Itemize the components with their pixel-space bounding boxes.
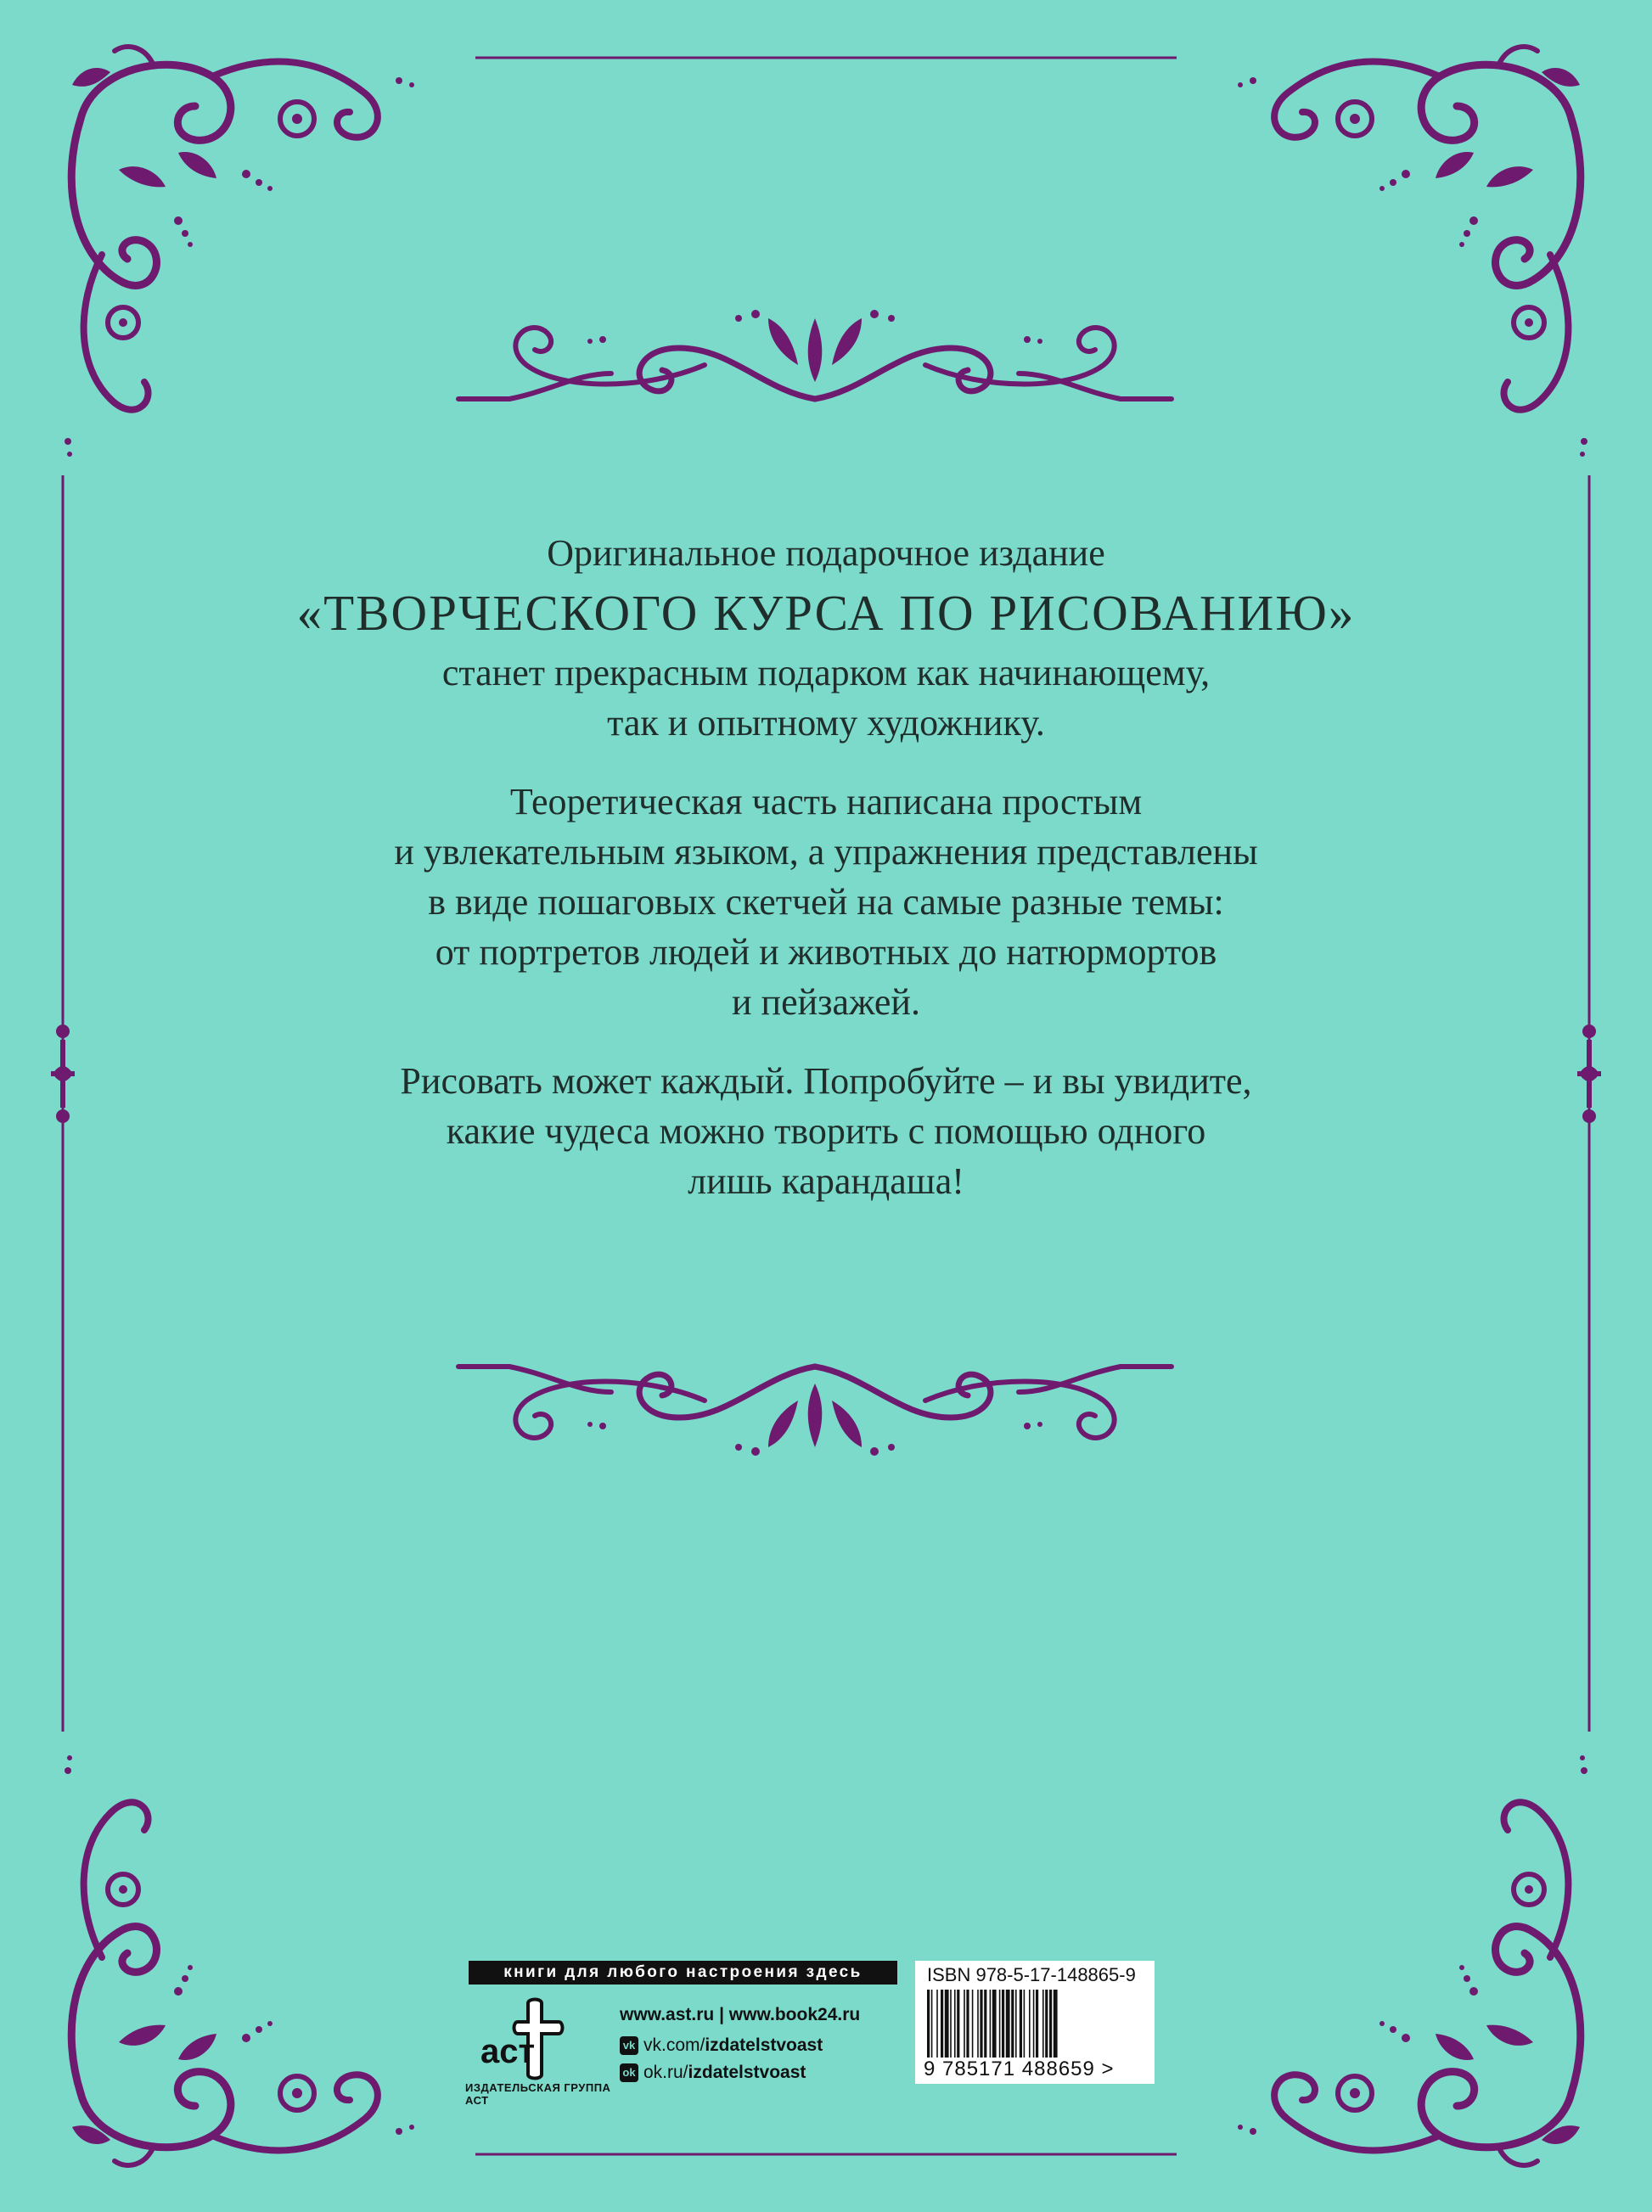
ornament-center-bottom — [458, 1367, 1172, 1456]
barcode-bar — [999, 1990, 1001, 2058]
body-line: и увлекательным языком, а упражнения представлены — [394, 831, 1258, 873]
barcode-bar — [1011, 1990, 1014, 2058]
barcode-bar — [941, 1990, 943, 2058]
ornament-corner-bottom-left — [65, 1755, 414, 2165]
barcode-bar — [990, 1990, 992, 2058]
body-line: и пейзажей. — [732, 981, 920, 1023]
ok-prefix: ok.ru/ — [643, 2063, 688, 2082]
ornament-corner-top-left — [65, 47, 414, 457]
barcode-digits: 9 785171 488659 > — [924, 2058, 1115, 2080]
barcode-bar — [1049, 1990, 1052, 2058]
barcode-bar — [1029, 1990, 1031, 2058]
back-cover-text — [189, 528, 1463, 1235]
barcode-bar — [931, 1990, 933, 2058]
barcode — [927, 1990, 1143, 2058]
ornament-corner-bottom-right — [1238, 1755, 1587, 2165]
body-paragraph — [189, 777, 1463, 1027]
ast-logo — [475, 1996, 569, 2081]
barcode-bar — [972, 1990, 974, 2058]
publisher-slogan: книги для любого настроения здесь — [469, 1961, 897, 1985]
barcode-bar — [957, 1990, 959, 2058]
barcode-bar — [984, 1990, 986, 2058]
barcode-bar — [977, 1990, 979, 2058]
barcode-bar — [1036, 1990, 1038, 2058]
barcode-bar — [1015, 1990, 1017, 2058]
barcode-bar — [1045, 1990, 1048, 2058]
vk-prefix: vk.com/ — [643, 2035, 705, 2055]
body-line: от портретов людей и животных до натюрмортов — [435, 931, 1217, 973]
ok-handle: izdatelstvoast — [688, 2063, 806, 2082]
barcode-bar — [1033, 1990, 1035, 2058]
publisher-caption: ИЗДАТЕЛЬСКАЯ ГРУППА АСТ — [465, 2081, 611, 2107]
barcode-bar — [1002, 1990, 1004, 2058]
ast-logo-text: аст — [480, 2033, 536, 2070]
closing-paragraph — [189, 1056, 1463, 1206]
ok-link[interactable] — [620, 2063, 806, 2083]
barcode-bar — [992, 1990, 997, 2058]
vk-icon: vk — [620, 2036, 638, 2055]
closing-line: лишь карандаша! — [688, 1160, 964, 1202]
isbn-label: ISBN 978-5-17-148865-9 — [927, 1964, 1136, 1985]
barcode-bar — [966, 1990, 969, 2058]
ornament-center-top — [458, 310, 1172, 399]
barcode-bar — [1024, 1990, 1025, 2058]
barcode-bar — [927, 1990, 930, 2058]
body-line: в виде пошаговых скетчей на самые разные темы: — [428, 881, 1224, 923]
ok-icon: ok — [620, 2063, 638, 2082]
intro-paragraph — [189, 528, 1463, 748]
intro-line-2: станет прекрасным подарком как начинающему, — [441, 652, 1211, 693]
barcode-bar — [954, 1990, 956, 2058]
barcode-bar — [945, 1990, 949, 2058]
barcode-bar — [1054, 1990, 1058, 2058]
barcode-bar — [1042, 1990, 1044, 2058]
course-title: «ТВОРЧЕСКОГО КУРСА ПО РИСОВАНИЮ» — [296, 585, 1356, 641]
isbn-barcode-box — [915, 1961, 1155, 2084]
barcode-bar — [950, 1990, 952, 2058]
barcode-bar — [964, 1990, 965, 2058]
closing-line: Рисовать может каждый. Попробуйте – и вы увидите, — [400, 1060, 1252, 1102]
intro-line-1: Оригинальное подарочное издание — [547, 532, 1105, 574]
vk-link[interactable] — [620, 2035, 823, 2056]
publisher-sites[interactable]: www.ast.ru | www.book24.ru — [620, 2005, 861, 2024]
ornament-corner-top-right — [1238, 47, 1587, 457]
body-line: Теоретическая часть написана простым — [509, 781, 1143, 822]
vk-handle: izdatelstvoast — [705, 2035, 823, 2055]
barcode-bar — [1020, 1990, 1022, 2058]
intro-line-3: так и опытному художнику. — [607, 702, 1045, 744]
barcode-bar — [1006, 1990, 1010, 2058]
closing-line: какие чудеса можно творить с помощью одного — [446, 1110, 1206, 1152]
barcode-bar — [980, 1990, 982, 2058]
barcode-bar — [936, 1990, 938, 2058]
